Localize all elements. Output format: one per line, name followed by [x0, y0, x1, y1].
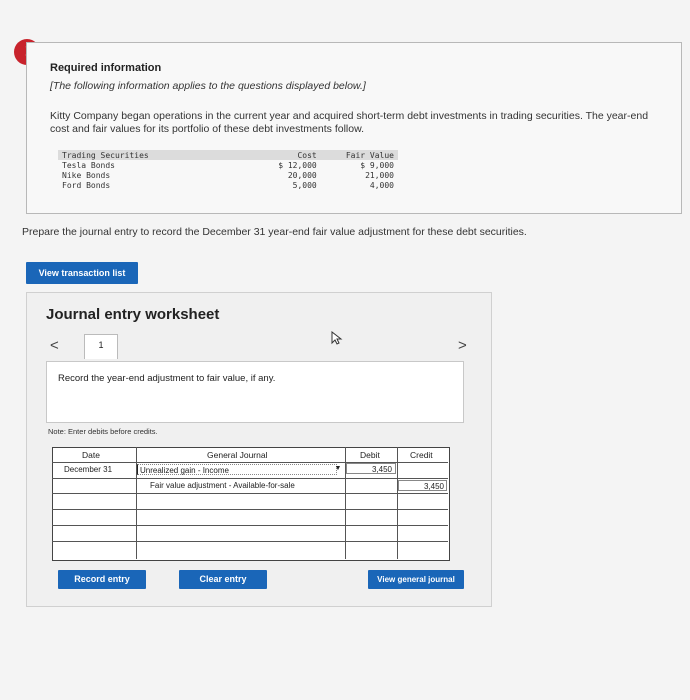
view-transaction-list-button[interactable]: View transaction list: [26, 262, 138, 284]
prev-arrow-icon[interactable]: <: [50, 337, 59, 354]
view-general-journal-button[interactable]: View general journal: [368, 570, 464, 589]
securities-header-name: Trading Securities: [58, 150, 244, 160]
security-cost: 5,000: [292, 180, 317, 190]
grid-line: [52, 493, 448, 494]
info-body: Kitty Company began operations in the current year and acquired short-term debt investments in trading securities. The year-end cost and fair values for its portfolio of these debt investments follow.: [50, 110, 649, 135]
security-name: Tesla Bonds: [62, 160, 115, 170]
table-row: [58, 170, 398, 180]
account-field-row2[interactable]: Fair value adjustment - Available-for-sale: [150, 481, 295, 490]
debit-field-row1[interactable]: 3,450: [346, 463, 396, 474]
securities-header-fair: Fair Value: [321, 150, 398, 160]
next-arrow-icon[interactable]: >: [458, 337, 467, 354]
securities-header-cost: Cost: [244, 150, 321, 160]
instruction-box: [46, 361, 464, 423]
grid-line: [397, 447, 398, 559]
question-prompt: Prepare the journal entry to record the December 31 year-end fair value adjustment for these debt securities.: [22, 226, 527, 238]
record-entry-button[interactable]: Record entry: [58, 570, 146, 589]
worksheet-title: Journal entry worksheet: [46, 306, 220, 323]
security-cost: 20,000: [287, 170, 317, 180]
grid-line: [52, 478, 448, 479]
instruction-text: Record the year-end adjustment to fair value, if any.: [58, 373, 276, 384]
credit-field-row2[interactable]: 3,450: [398, 480, 447, 491]
column-header-debit: Debit: [360, 450, 380, 460]
table-row: [58, 160, 398, 170]
column-header-date: Date: [82, 450, 100, 460]
grid-line: [52, 525, 448, 526]
security-cost: $ 12,000: [278, 160, 317, 170]
securities-table: [58, 150, 398, 190]
grid-line: [52, 541, 448, 542]
table-row: [58, 180, 398, 190]
account-field-row1[interactable]: Unrealized gain - Income: [137, 464, 337, 475]
grid-line: [52, 509, 448, 510]
security-fair-value: 21,000: [365, 170, 394, 180]
worksheet-tab-1[interactable]: 1: [84, 334, 118, 359]
column-header-credit: Credit: [410, 450, 433, 460]
security-name: Nike Bonds: [62, 170, 111, 180]
column-header-general-journal: General Journal: [207, 450, 268, 460]
mouse-cursor-icon: [331, 331, 343, 345]
info-title: Required information: [50, 62, 162, 74]
clear-entry-button[interactable]: Clear entry: [179, 570, 267, 589]
entry-note: Note: Enter debits before credits.: [48, 427, 158, 436]
security-fair-value: $ 9,000: [360, 160, 394, 170]
security-name: Ford Bonds: [62, 180, 111, 190]
chevron-down-icon[interactable]: ▼: [334, 465, 342, 472]
entry-date-cell[interactable]: December 31: [64, 465, 113, 474]
security-fair-value: 4,000: [369, 180, 394, 190]
info-subtitle: [The following information applies to the questions displayed below.]: [50, 80, 366, 92]
